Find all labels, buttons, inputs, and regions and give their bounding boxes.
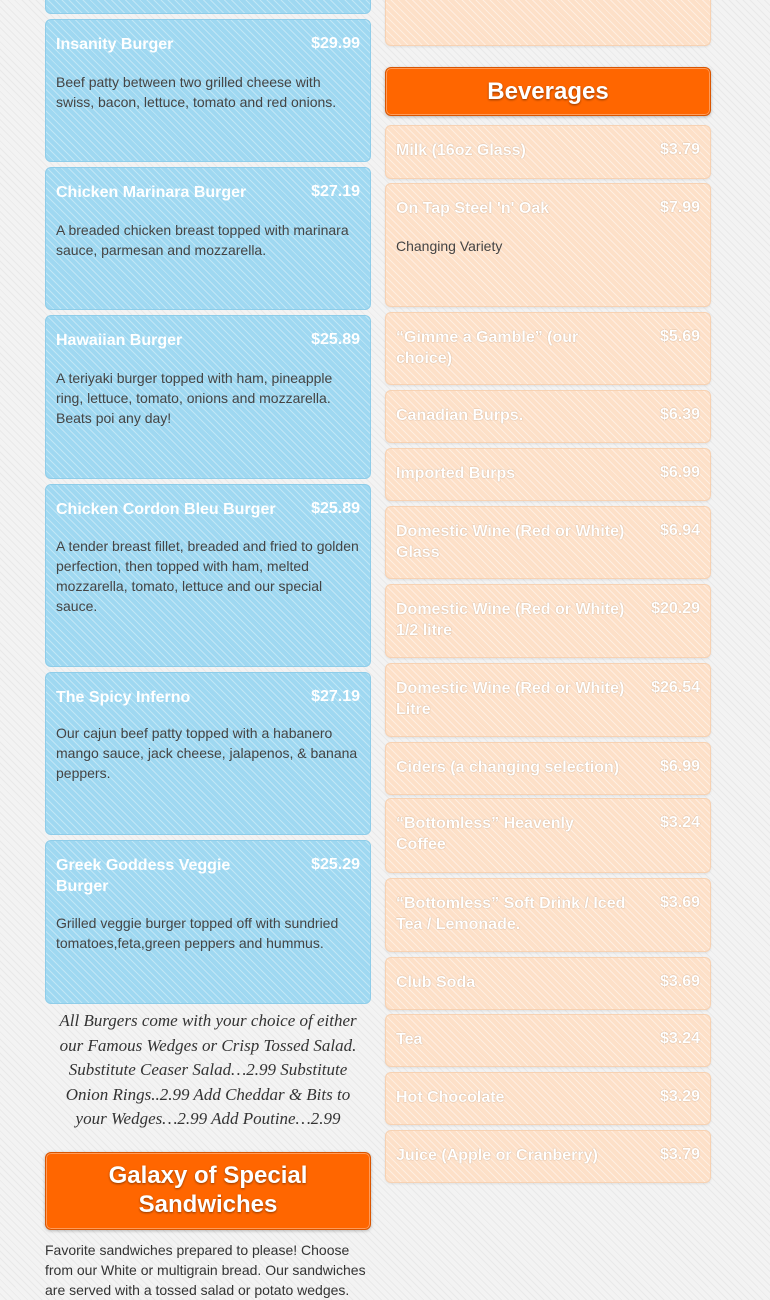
sandwiches-intro: Favorite sandwiches prepared to please! Choose from our White or multigrain bread. Our sandwiches are served with a tossed salad or potato wedges.: [45, 1242, 366, 1298]
item-price: $27.19: [311, 183, 360, 200]
menu-item-card: [45, 315, 371, 479]
item-description: A breaded chicken breast topped with marinara sauce, parmesan and mozzarella.: [56, 222, 349, 258]
item-price: $3.69: [659, 894, 700, 911]
item-name: Domestic Wine (Red or White) Glass: [396, 523, 625, 561]
menu-item-card: [45, 19, 371, 162]
beverage-item-card: [385, 878, 711, 952]
item-name: Chicken Marinara Burger: [56, 184, 247, 201]
section-title: Galaxy of Special Sandwiches: [108, 1162, 308, 1218]
menu-item-card: [45, 484, 371, 667]
item-name: Ciders (a changing selection): [396, 759, 620, 776]
burger-sides-note: All Burgers come with your choice of either our Famous Wedges or Crisp Tossed Salad. Substitute Ceaser Salad…2.99 Substitute Onion Rings..2.99 Add Cheddar & Bits to your Wedges…2.99 Add Poutine…2.99: [59, 1011, 357, 1128]
beverages-section-header: [385, 67, 711, 116]
beverage-item-card: [385, 1014, 711, 1067]
sandwiches-section-header: [45, 1152, 371, 1230]
item-price: $3.24: [659, 1030, 700, 1047]
item-name: “Gimme a Gamble” (our choice): [396, 329, 579, 367]
beverage-item-card: [385, 742, 711, 795]
beverage-item-card: [385, 1072, 711, 1125]
item-description: A tender breast fillet, breaded and fried to golden perfection, then topped with ham, melted mozzarella, tomato, lettuce and our special sauce.: [56, 538, 359, 614]
item-price: $29.99: [311, 35, 360, 52]
item-price: $6.39: [659, 406, 700, 423]
beverage-item-card: [385, 798, 711, 873]
item-description: Changing Variety: [396, 238, 503, 254]
item-description: A teriyaki burger topped with ham, pineapple ring, lettuce, tomato, onions and mozzarella. Beats poi any day!: [56, 370, 333, 426]
beverage-item-card: [385, 125, 711, 179]
beverage-item-card: [385, 1130, 711, 1183]
item-price: $6.99: [659, 758, 700, 775]
item-name: Imported Burps: [396, 465, 516, 482]
item-name: Domestic Wine (Red or White) 1/2 litre: [396, 601, 625, 639]
item-price: $27.19: [311, 688, 360, 705]
section-title: Beverages: [487, 78, 609, 105]
item-name: Canadian Burps.: [396, 407, 524, 424]
item-description: Our cajun beef patty topped with a habanero mango sauce, jack cheese, jalapenos, & banana peppers.: [56, 725, 358, 781]
beverage-item-card: [385, 663, 711, 737]
beverage-item-card: [385, 448, 711, 501]
item-name: The Spicy Inferno: [56, 689, 191, 706]
item-price: $6.94: [659, 522, 700, 539]
item-price: $3.79: [659, 1146, 700, 1163]
menu-item-card: [45, 672, 371, 835]
beverage-item-card: [385, 584, 711, 658]
item-price: $25.29: [311, 856, 360, 873]
item-description: Grilled veggie burger topped off with sundried tomatoes,feta,green peppers and hummus.: [56, 915, 339, 951]
item-name: “Bottomless” Soft Drink / Iced Tea / Lemonade.: [396, 895, 626, 933]
item-name: On Tap Steel 'n' Oak: [396, 200, 550, 217]
item-name: Tea: [396, 1031, 423, 1048]
item-name: “Bottomless” Heavenly Coffee: [396, 815, 574, 853]
beverage-item-card: [385, 390, 711, 443]
item-price: $5.69: [659, 328, 700, 345]
beverage-item-card: [385, 506, 711, 579]
item-price: $20.29: [651, 600, 700, 617]
item-name: Greek Goddess Veggie Burger: [56, 857, 231, 895]
beverage-item-card: [385, 957, 711, 1010]
item-price: $6.99: [659, 464, 700, 481]
item-price: $3.29: [659, 1088, 700, 1105]
item-price: $25.89: [311, 331, 360, 348]
beverage-item-card: [385, 183, 711, 307]
item-name: Hot Chocolate: [396, 1089, 505, 1106]
item-price: $25.89: [311, 500, 360, 517]
cropped-menu-card: [385, 0, 711, 46]
item-name: Club Soda: [396, 974, 476, 991]
beverage-item-card: [385, 312, 711, 385]
item-price: $3.24: [659, 814, 700, 831]
menu-item-card: [45, 840, 371, 1004]
item-price: $26.54: [651, 679, 700, 696]
item-price: $3.69: [659, 973, 700, 990]
item-name: Domestic Wine (Red or White) Litre: [396, 680, 625, 718]
item-price: $3.79: [659, 141, 700, 158]
item-price: $7.99: [659, 199, 700, 216]
menu-item-card: [45, 167, 371, 310]
item-name: Chicken Cordon Bleu Burger: [56, 501, 276, 518]
item-name: Insanity Burger: [56, 36, 174, 53]
item-name: Juice (Apple or Cranberry): [396, 1147, 598, 1164]
item-name: Hawaiian Burger: [56, 332, 183, 349]
item-name: Milk (16oz Glass): [396, 142, 526, 159]
item-description: Beef patty between two grilled cheese with swiss, bacon, lettuce, tomato and red onions.: [56, 74, 337, 110]
cropped-menu-card: [45, 0, 371, 14]
